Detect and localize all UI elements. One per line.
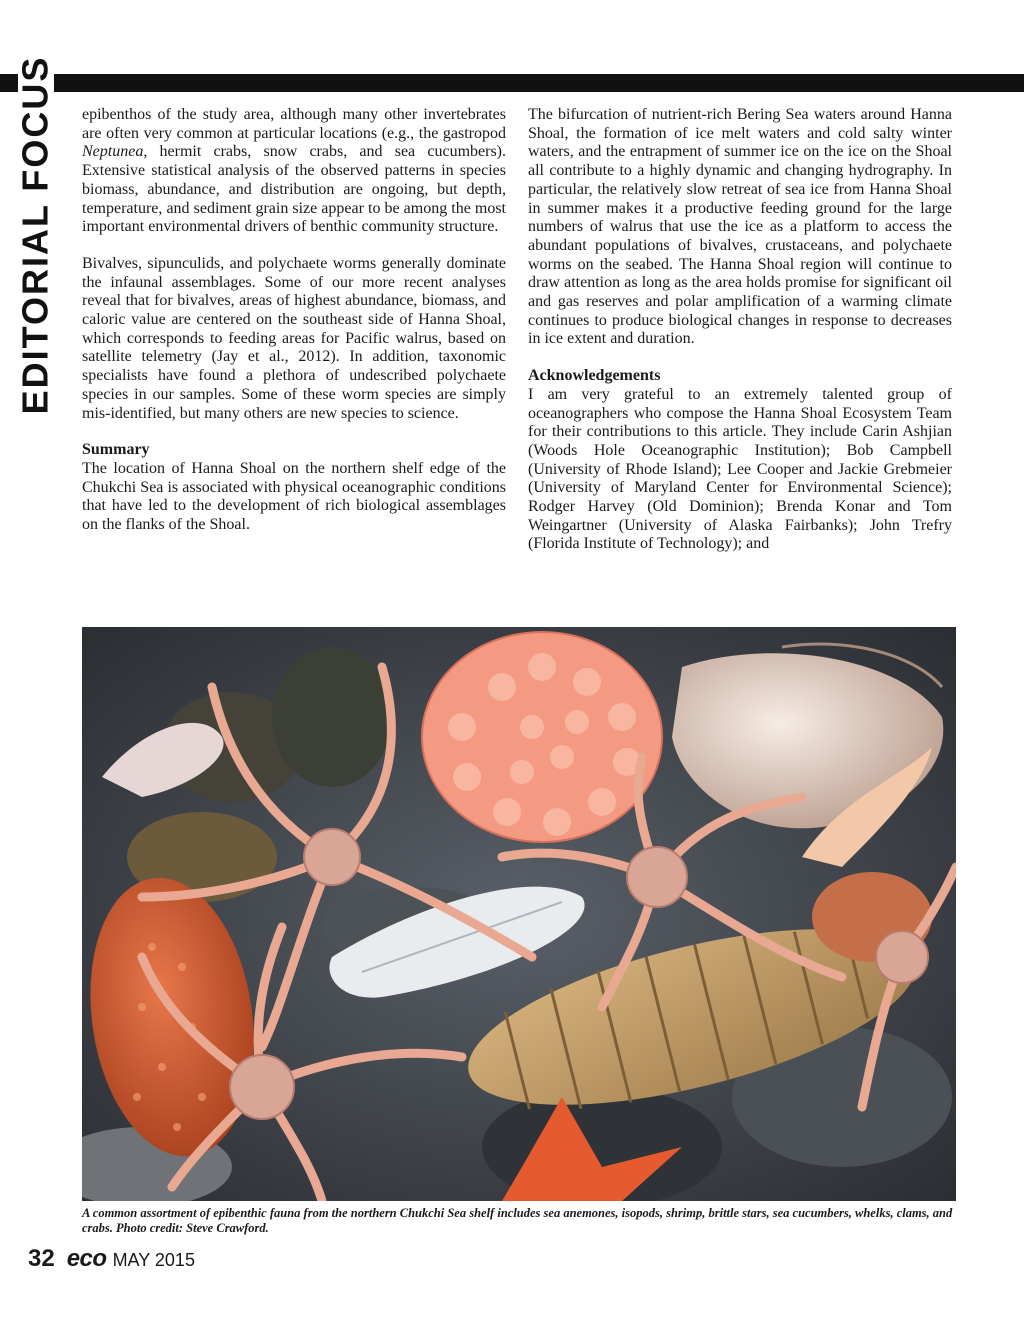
section-label bbox=[15, 40, 55, 430]
issue-date: MAY 2015 bbox=[112, 1250, 195, 1270]
photo-caption: A common assortment of epibenthic fauna from the northern Chukchi Sea shelf includes sea anemones, isopods, shrimp, brittle stars, sea cucumbers, whelks, clams, and crabs. Photo credit: Steve Crawford. bbox=[82, 1206, 953, 1235]
seafloor-photo bbox=[82, 627, 956, 1201]
header-rule bbox=[0, 74, 1024, 92]
right-paragraph-1: The bifurcation of nutrient-rich Bering Sea waters around Hanna Shoal, the formation of ice melt waters and cold salty winter waters, and the entrapment of summer ice on the ice on the Shoal all contribute to a highly dynamic and changing hydrography. In particular, the relatively slow retreat of sea ice from Hanna Shoal in summer makes it a productive feeding ground for the large numbers of walrus that use the ice as a platform to access the abundant populations of bivalves, crustaceans, and polychaete worms on the seabed. The Hanna Shoal region will continue to draw attention as long as the area holds promise for significant oil and gas reserves and polar amplification of a warming climate continues to produce biological changes in response to decreases in ice extent and duration. bbox=[528, 106, 952, 348]
left-paragraph-1: epibenthos of the study area, although many other invertebrates are often very common at particular locations (e.g., the gastropod Neptunea, hermit crabs, snow crabs, and sea cucumbers). Extensive statistical analysis of the observed patterns in species biomass, abundance, and distribution are ongoing, but depth, temperature, and sediment grain size appear to be among the most important environmental drivers of benthic community structure. bbox=[82, 106, 506, 236]
summary-heading: Summary bbox=[82, 441, 150, 459]
page-footer bbox=[28, 1245, 195, 1273]
species-name: Neptunea bbox=[82, 143, 144, 161]
magazine-logo: eco bbox=[66, 1245, 107, 1272]
acknowledgements-heading: Acknowledgements bbox=[528, 367, 661, 385]
summary-paragraph: The location of Hanna Shoal on the northern shelf edge of the Chukchi Sea is associated with physical oceanographic conditions that have led to the development of rich biological assemblages on the flanks of the Shoal. bbox=[82, 459, 506, 534]
left-paragraph-2: Bivalves, sipunculids, and polychaete worms generally dominate the infaunal assemblages. Some of our more recent analyses reveal that for bivalves, areas of highest abundance, biomass, and caloric value are centered on the southeast side of Hanna Shoal, which corresponds to feeding areas for Pacific walrus, based on satellite telemetry (Jay et al., 2012). In addition, taxonomic specialists have found a plethora of undescribed polychaete species in our samples. Some of these worm species are simply mis-identified, but many others are new species to science. bbox=[82, 254, 506, 422]
section-label-text: EDITORIAL FOCUS bbox=[14, 55, 56, 415]
acknowledgements-paragraph: I am very grateful to an extremely talented group of oceanographers who compose the Hanna Shoal Ecosystem Team for their contributions to this article. They include Carin Ashjian (Woods Hole Oceanographic Institution); Bob Campbell (University of Rhode Island); Lee Cooper and Jackie Grebmeier (University of Maryland Center for Environmental Science); Rodger Harvey (Old Dominion); Brenda Konar and Tom Weingartner (University of Alaska Fairbanks); John Trefry (Florida Institute of Technology); and bbox=[528, 385, 952, 553]
left-column bbox=[82, 106, 506, 553]
right-column bbox=[528, 106, 952, 572]
page-number: 32 bbox=[28, 1245, 55, 1272]
